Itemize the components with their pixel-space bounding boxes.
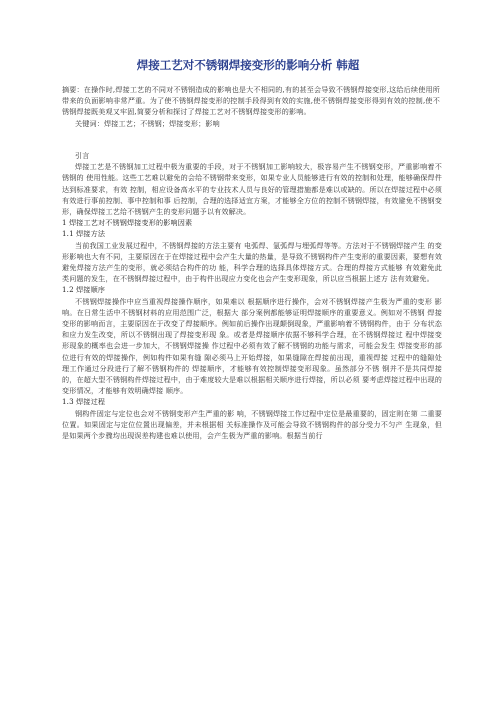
keywords-text: 关键词：焊接工艺；不锈钢；焊接变形；影响 xyxy=(75,118,220,128)
document-title: 焊接工艺对不锈钢焊接变形的影响分析 韩超 xyxy=(136,58,360,72)
section-heading-1-3: 1.3 焊接过程 xyxy=(62,397,106,407)
body-section xyxy=(62,150,442,441)
section-heading-1-1: 1.1 焊接方法 xyxy=(62,229,106,239)
intro-heading: 引言 xyxy=(75,151,90,160)
section-heading-1-2: 1.2 焊接顺序 xyxy=(62,285,106,295)
paragraph-1-1: 当前我国工业发展过程中，不锈钢焊接的方法主要有 电弧焊、氩弧焊与埋弧焊等等。方法对于不锈钢焊接产生 的变形影响也大有不同，主要原因在于在焊接过程中会产生大量的热量，是导致不锈钢构件产生变形的重要因素，要想有效避免焊接方法产生的变形，就必须结合构件的功 能，科学合理的选择具体焊接方式。合理的焊接方式能够 有效避免此类问题的发生，在不锈钢焊接过程中，由于构件出现应力变化也会产生变形现象，所以应当根据上述方 法有效避免。 xyxy=(62,240,442,284)
abstract-section xyxy=(62,84,440,129)
section-heading-1: 1 焊接工艺对不锈钢焊接变形的影响因素 xyxy=(62,218,193,228)
intro-paragraph: 焊接工艺是不锈钢加工过程中极为重要的手段，对于不锈钢加工影响较大，极容易产生不锈钢变形，严重影响着不锈钢的 使用性能。这些工艺难以避免的会给不锈钢带来变形，如果专业人员能够进行有效的控制和处理，能够确保焊件达到标准要求，有效 控制，相应设备高水平的专业技术人员与良好的管理措施都是难以或缺的。所以在焊接过程中必须有效进行事前控制、事中控制和事 后控制，合理的选择适宜方案，才能够全方位的控制不锈钢焊接，有效避免不锈钢变形，确保焊接工艺给不锈钢产生的变形问题予以有效解决。 xyxy=(62,162,442,217)
paragraph-1-3: 钢构件固定与定位也会对不锈钢变形产生严重的影 响，不锈钢焊接工作过程中定位是最重要的，固定则在第 二重要位置。如果固定与定位位置出现偏差，并未根据相 关标准操作及可能会导致不锈钢构件的部分受力不匀产 生现象，但是如果两个步骤均出现误差构建也难以使用，会产生极为严重的影响。根据当前行 xyxy=(62,408,442,441)
paragraph-1-2: 不锈钢焊接操作中应当重视焊接操作顺序，如果难以 根据顺序进行操作，会对不锈钢焊接产生极为严重的变形 影响。在日常生活中不锈钢材料的应用范围广泛，根据大 部分案例都能够证明焊接顺序的重要意义。例如对不锈钢 焊接变形的影响而言，主要原因在于改变了焊接顺序。例如前后操作出现颠倒现象，严重影响着不锈钢构件，由于 分布状态和应力发生改变，所以不锈钢出现了焊接变形现 象。或者是焊接顺序依据不够科学合理，在不锈钢焊接过 程中焊接变形现象的概率也会进一步加大，不锈钢焊接操 作过程中必须有效了解不锈钢的功能与需求，可能会发生 焊接变形的部位进行有效的焊接操作，例如构件如果有缝 隙必须马上开始焊接，如果缝隙在焊接前出现，重视焊接 过程中的缝隙处理工作通过分段进行了解不锈钢构件的 焊接顺序，才能够有效控制焊接变形现象。虽然部分不锈 钢并不是共同焊接的，在超大型不锈钢构件焊接过程中，由于难度较大是难以根据相关顺序进行焊接，所以必须 要考虑焊接过程中出现的变形情况，才能够有效明确焊接 顺序。 xyxy=(62,296,442,396)
abstract-text: 摘要：在操作时,焊接工艺的不同对不锈钢造成的影响也是大不相同的,有的甚至会导致不锈钢焊接变形,这给后续使用所带来的负面影响非常严重。为了使不锈钢焊接变形的控制手段得到有效的实施,使不锈钢焊接变形得到有效的控制,使不锈钢焊接既美观又牢固,简要分析和探讨了焊接工艺对不锈钢焊接变形的影响。 xyxy=(62,85,440,117)
